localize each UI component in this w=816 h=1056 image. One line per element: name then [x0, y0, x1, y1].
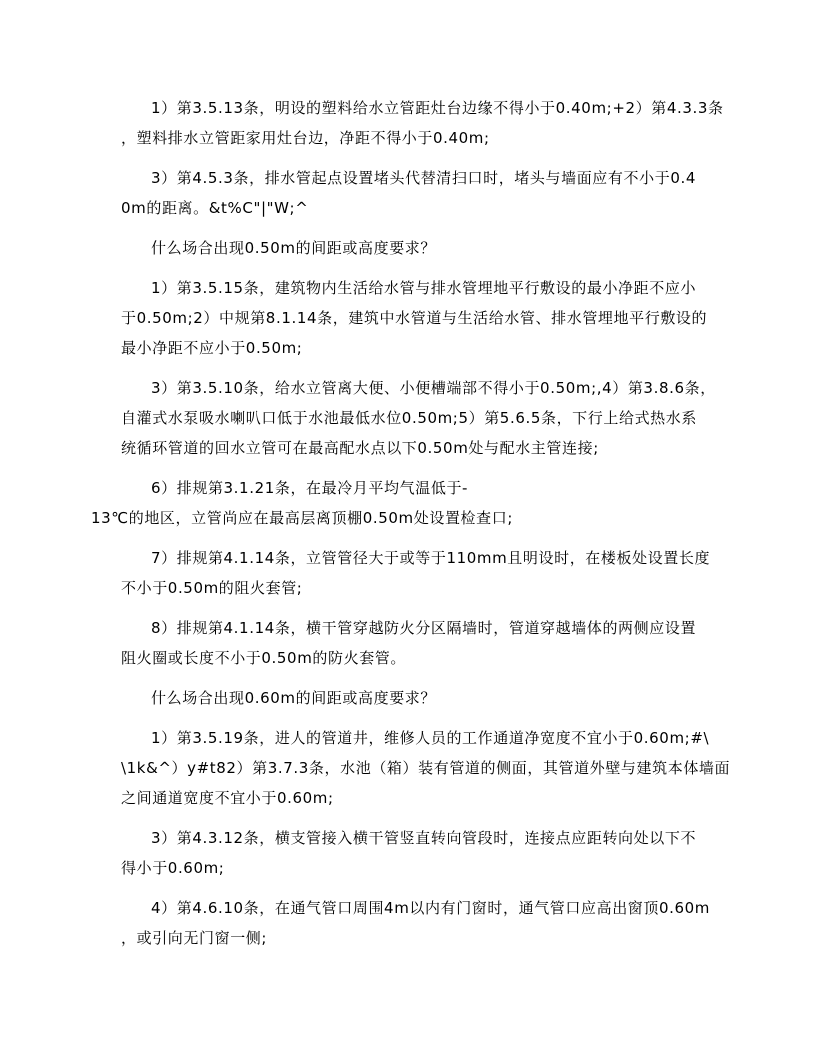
clause-item	[121, 613, 701, 673]
text-line: 不小于0.50m的阻火套管;	[121, 579, 303, 597]
text-line: \1k&^）y#t82）第3.7.3条，水池（箱）装有管道的侧面，其管道外壁与建筑本体墙面	[121, 759, 731, 777]
question-heading	[121, 683, 701, 713]
text-line: 之间通道宽度不宜小于0.60m;	[121, 789, 334, 807]
text-line: 1）第3.5.13条，明设的塑料给水立管距灶台边缘不得小于0.40m;+2）第4.3.3条	[151, 99, 724, 117]
text-line: 4）第4.6.10条，在通气管口周围4m以内有门窗时，通气管口应高出窗顶0.60m	[151, 899, 711, 917]
text-line: 自灌式水泵吸水喇叭口低于水池最低水位0.50m;5）第5.6.5条，下行上给式热水系	[121, 409, 697, 427]
text-line: 0m的距离。&t%C"|"W;^	[121, 199, 309, 217]
clause-item	[121, 823, 701, 883]
clause-item	[121, 273, 708, 363]
document-body	[91, 93, 731, 963]
clause-item	[121, 723, 731, 813]
text-line: 得小于0.60m;	[121, 859, 225, 877]
text-line: 统循环管道的回水立管可在最高配水点以下0.50m处与配水主管连接;	[121, 439, 599, 457]
clause-item	[121, 373, 716, 463]
question-heading	[121, 233, 701, 263]
text-line: 7）排规第4.1.14条，立管管径大于或等于110mm且明设时，在楼板处设置长度	[151, 549, 711, 567]
clause-item	[121, 543, 711, 603]
text-line: 6）排规第3.1.21条，在最冷月平均气温低于-	[151, 479, 469, 497]
clause-item	[121, 93, 724, 153]
text-line: 13℃的地区，立管尚应在最高层离顶棚0.50m处设置检查口;	[91, 509, 513, 527]
clause-item	[91, 473, 701, 533]
text-line: 3）第4.3.12条，横支管接入横干管竖直转向管段时，连接点应距转向处以下不	[151, 829, 697, 847]
clause-item	[121, 893, 711, 953]
text-line: 3）第4.5.3条，排水管起点设置堵头代替清扫口时，堵头与墙面应有不小于0.4	[151, 169, 696, 187]
text-line: 1）第3.5.19条，进人的管道井，维修人员的工作通道净宽度不宜小于0.60m;#\	[151, 729, 710, 747]
text-line: 1）第3.5.15条，建筑物内生活给水管与排水管埋地平行敷设的最小净距不应小	[151, 279, 697, 297]
text-line: 最小净距不应小于0.50m;	[121, 339, 303, 357]
text-line: 8）排规第4.1.14条，横干管穿越防火分区隔墙时，管道穿越墙体的两侧应设置	[151, 619, 697, 637]
clause-item	[121, 163, 701, 223]
text-line: 什么场合出现0.50m的间距或高度要求？	[151, 239, 437, 257]
text-line: 什么场合出现0.60m的间距或高度要求？	[151, 689, 437, 707]
text-line: 于0.50m;2）中规第8.1.14条，建筑中水管道与生活给水管、排水管埋地平行敷设的	[121, 309, 708, 327]
text-line: 3）第3.5.10条，给水立管离大便、小便槽端部不得小于0.50m;,4）第3.8.6条，	[151, 379, 716, 397]
text-line: 阻火圈或长度不小于0.50m的防火套管。	[121, 649, 407, 667]
text-line: ，或引向无门窗一侧;	[121, 929, 268, 947]
text-line: ，塑料排水立管距家用灶台边，净距不得小于0.40m;	[121, 129, 490, 147]
